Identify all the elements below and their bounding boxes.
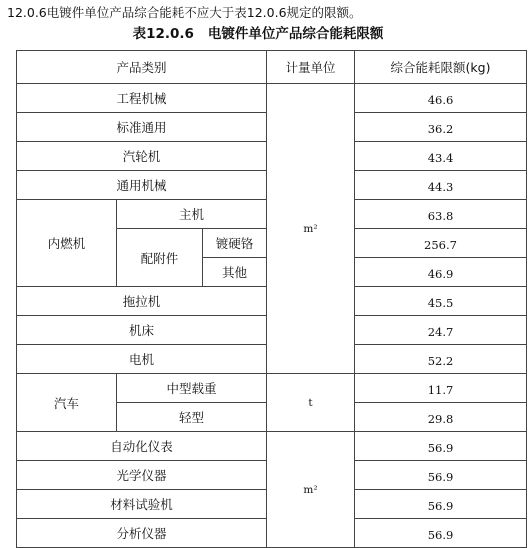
limit-value: 44.3 [355,171,527,200]
category-label: 自动化仪表 [17,432,267,461]
table-name: 电镀件单位产品综合能耗限额 [207,26,384,42]
limit-value: 56.9 [355,519,527,548]
subcategory-label: 中型载重 [117,374,267,403]
limit-value: 46.9 [355,258,527,287]
limit-value: 11.7 [355,374,527,403]
limit-value: 24.7 [355,316,527,345]
category-label: 标准通用 [17,113,267,142]
limit-value: 29.8 [355,403,527,432]
header-limit: 综合能耗限额(kg) [355,51,527,84]
table-title [0,22,530,42]
subcategory-label: 轻型 [117,403,267,432]
table-number: 表12.0.6 [132,26,194,42]
limit-value: 56.9 [355,461,527,490]
limit-value: 52.2 [355,345,527,374]
subcategory-label: 镀硬铬 [203,229,267,258]
unit-cell: m² [267,432,355,548]
category-label: 通用机械 [17,171,267,200]
category-label: 内燃机 [17,200,117,287]
category-label: 材料试验机 [17,490,267,519]
header-unit: 计量单位 [267,51,355,84]
category-label: 光学仪器 [17,461,267,490]
limit-value: 46.6 [355,84,527,113]
table-row [17,84,527,113]
category-label: 工程机械 [17,84,267,113]
category-label: 机床 [17,316,267,345]
unit-cell: t [267,374,355,432]
limit-value: 36.2 [355,113,527,142]
limit-value: 56.9 [355,432,527,461]
category-label: 拖拉机 [17,287,267,316]
table-header-row [17,51,527,84]
subcategory-label: 配附件 [117,229,203,287]
limit-value: 43.4 [355,142,527,171]
limit-value: 45.5 [355,287,527,316]
subcategory-label: 主机 [117,200,267,229]
energy-limit-table [16,50,527,548]
limit-value: 63.8 [355,200,527,229]
limit-value: 56.9 [355,490,527,519]
limit-value: 256.7 [355,229,527,258]
unit-cell: m² [267,84,355,374]
category-label: 分析仪器 [17,519,267,548]
category-label: 汽轮机 [17,142,267,171]
table-row [17,374,527,403]
header-category: 产品类别 [17,51,267,84]
subcategory-label: 其他 [203,258,267,287]
intro-text: 12.0.6电镀件单位产品综合能耗不应大于表12.0.6规定的限额。 [7,5,362,20]
table-row [17,432,527,461]
category-label: 汽车 [17,374,117,432]
category-label: 电机 [17,345,267,374]
